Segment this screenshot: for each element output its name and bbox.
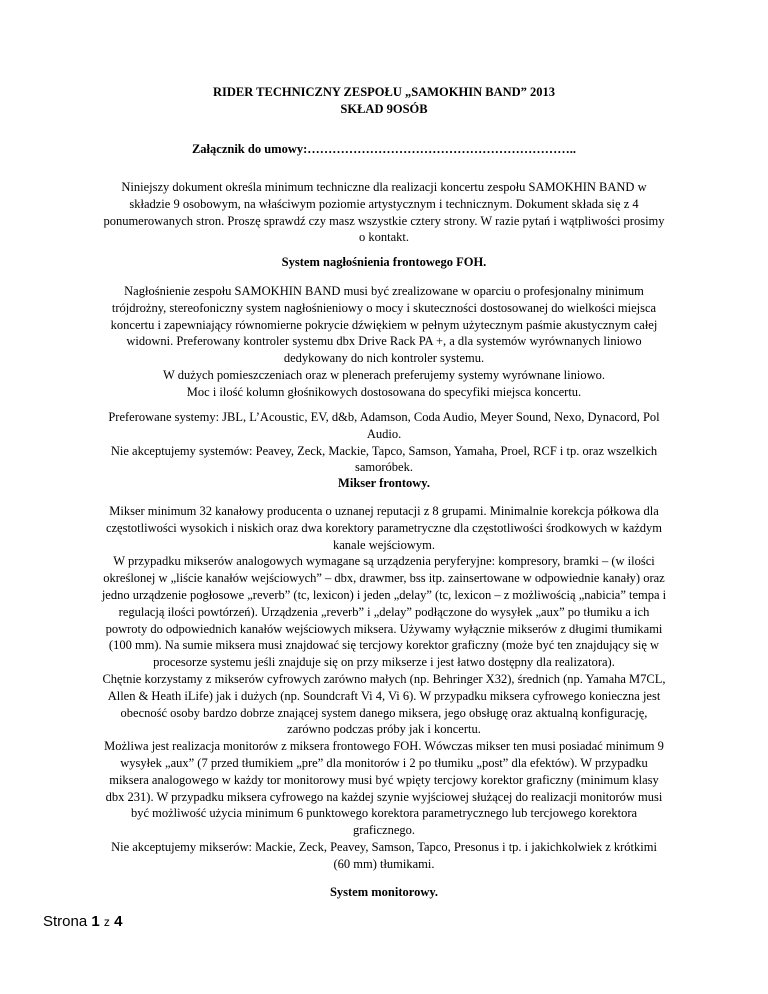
foh-line: trójdrożny, stereofoniczny system nagłośnieniowy o mocy i skuteczności dostosowanej do wielkości miejsca (111, 300, 657, 315)
document-title (0, 84, 768, 118)
mixer-line: zarówno podczas próby jak i koncertu. (287, 722, 481, 737)
mixer-line: być możliwość użycia minimum 6 punktowego korektora parametrycznego lub tercjowego korektora (130, 806, 638, 821)
mixer-line: graficznego. (352, 823, 416, 838)
foh-line: W dużych pomieszczeniach oraz w plenerach preferujemy systemy wyrównane liniowo. (163, 367, 605, 382)
foh-line: widowni. Preferowany kontroler systemu dbx Drive Rack PA +, a dla systemów wyrównanych liniowo (126, 334, 642, 349)
page-word: Strona (43, 913, 88, 930)
page-footer (43, 912, 122, 932)
foh-line: Nagłośnienie zespołu SAMOKHIN BAND musi być zrealizowane w oparciu o profesjonalny minimum (124, 284, 644, 298)
page-of: z (103, 915, 110, 929)
intro-line: o kontakt. (359, 230, 409, 245)
mixer-heading: Mikser frontowy. (338, 476, 430, 490)
page-total: 4 (114, 913, 123, 930)
mixer-line: Allen & Heath iLife) jak i dużych (np. Soundcraft Vi 4, Vi 6). W przypadku miksera cyfrowego konieczna jest (107, 688, 661, 703)
mixer-line: W przypadku mikserów analogowych wymagane są urządzenia peryferyjne: kompresory, bramki – (w ilości (113, 554, 655, 569)
intro-paragraph (84, 179, 684, 246)
mixer-line: jedno urządzenie pogłosowe „reverb” (tc, lexicon) i jeden „delay” (tc, lexicon – z możliwością „nabicia” tempa i (101, 587, 667, 602)
mixer-line: powroty do odpowiednich kanałów wejściowych miksera. Używamy wyłącznie mikserów z długimi tłumikami (105, 621, 663, 636)
title-line-2: SKŁAD 9OSÓB (340, 102, 428, 116)
mixer-line: Nie akceptujemy mikserów: Mackie, Zeck, Peavey, Samson, Tapco, Presonus i tp. i jakichkolwiek z krótkimi (111, 839, 657, 854)
preferred-line: samoróbek. (355, 460, 413, 475)
intro-line: składzie 9 osobowym, na właściwym poziomie artystycznym i technicznym. Dokument składa się z 4 (129, 196, 639, 211)
intro-line: ponumerowanych stron. Proszę sprawdź czy masz wszystkie cztery strony. W razie pytań i wątpliwości prosimy (103, 213, 665, 228)
foh-line: dedykowany do nich kontroler systemu. (283, 351, 485, 366)
foh-line: Moc i ilość kolumn głośnikowych dostosowana do specyfiki miejsca koncertu. (186, 384, 582, 399)
mixer-paragraph (79, 503, 689, 873)
mixer-line: regulacją ilości powtórzeń). Urządzenia „reverb” i „delay” podłączone do wysyłek „aux” po tłumiku a ich (118, 604, 650, 619)
intro-line: Niniejszy dokument określa minimum techniczne dla realizacji koncertu zespołu SAMOKHIN BAND w (121, 180, 647, 194)
attachment-line: Załącznik do umowy:……………………………………………………….. (191, 142, 577, 156)
mixer-line: miksera analogowego w każdy tor monitorowy musi być wpięty tercjowy korektor graficzny (minimum klasy (109, 772, 659, 787)
mixer-line: kanale wejściowym. (332, 537, 436, 552)
foh-paragraph (84, 283, 684, 401)
mixer-line: procesorze systemu jeśli znajduje się on przy mikserze i jest łatwo dostępny dla realizatora). (153, 655, 615, 670)
foh-line: koncertu i zapewniający równomierne pokrycie dźwiękiem w pełnym użytecznym paśmie akustycznym całej (110, 317, 658, 332)
preferred-systems-paragraph (84, 409, 684, 476)
page-current: 1 (91, 913, 100, 930)
foh-heading: System nagłośnienia frontowego FOH. (281, 255, 487, 269)
preferred-line: Audio. (366, 426, 402, 441)
mixer-line: (100 mm). Na sumie miksera musi znajdować się tercjowy korektor graficzny (może być ten znajdujący się w (108, 638, 660, 653)
title-line-1: RIDER TECHNICZNY ZESPOŁU „SAMOKHIN BAND” 2013 (212, 85, 556, 99)
mixer-line: (60 mm) tłumikami. (333, 856, 435, 871)
mixer-line: częstotliwości wysokich i niskich oraz dwa korektory parametryczne dla częstotliwości środkowych w każdym (105, 520, 663, 535)
mixer-line: Mikser minimum 32 kanałowy producenta o uznanej reputacji z 8 grupami. Minimalnie korekcja półkowa dla (109, 504, 659, 518)
mixer-line: obecność osoby bardzo dobrze znającej system danego miksera, jego obsługę oraz aktualną konfigurację, (120, 705, 648, 720)
mixer-line: określonej w „liście kanałów wejściowych” – dbx, drawmer, bss itp. zainsertowane w odpowiednie kanały) oraz (103, 571, 665, 586)
mixer-line: dbx 231). W przypadku miksera cyfrowego na każdej szynie wyjściowej służącej do realizacji monitorów musi (105, 789, 663, 804)
preferred-line: Preferowane systemy: JBL, L’Acoustic, EV, d&b, Adamson, Coda Audio, Meyer Sound, Nexo, Dynacord, Pol (108, 410, 660, 424)
mixer-line: Chętnie korzystamy z mikserów cyfrowych zarówno małych (np. Behringer X32), średnich (np. Yamaha M7CL, (102, 671, 666, 686)
mixer-line: wysyłek „aux” (7 przed tłumikiem „pre” dla monitorów i 2 po tłumiku „post” dla efektów). W przypadku (120, 755, 648, 770)
monitor-heading: System monitorowy. (329, 885, 439, 899)
mixer-line: Możliwa jest realizacja monitorów z miksera frontowego FOH. Wówczas mikser ten musi posiadać minimum 9 (104, 739, 664, 754)
preferred-line: Nie akceptujemy systemów: Peavey, Zeck, Mackie, Tapco, Samson, Yamaha, Proel, RCF i tp. oraz wszelkich (110, 443, 658, 458)
